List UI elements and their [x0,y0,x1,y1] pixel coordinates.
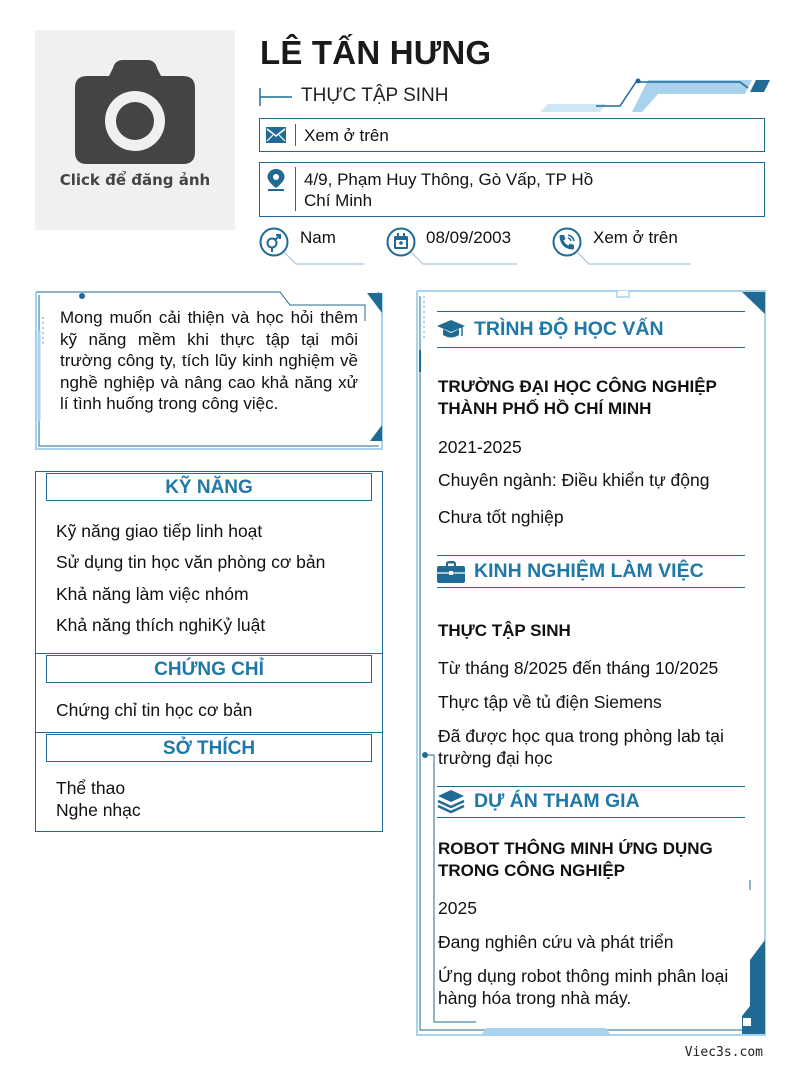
skill-item: Khả năng làm việc nhóm [56,584,249,604]
experience-position: THỰC TẬP SINH [438,621,571,640]
photo-caption: Click để đăng ảnh [59,171,211,189]
project-year: 2025 [438,898,477,918]
title-line-decoration [258,86,294,108]
address-row [259,162,765,217]
experience-desc-2: Đã được học qua trong phòng lab tại trường đại học [438,726,724,768]
job-title: THỰC TẬP SINH [301,85,449,106]
project-status: Đang nghiên cứu và phát triển [438,932,674,952]
project-name: ROBOT THÔNG MINH ỨNG DỤNG TRONG CÔNG NGHIỆP [438,839,713,880]
objective-text: Mong muốn cải thiện và học hỏi thêm kỹ năng mềm khi thực tập tại môi trường công ty, tích lũy kinh nghiệm về nghề nghiệp và nâng cao khả năng xử lí tình huống trong công việc. [60,308,358,413]
project-desc: Ứng dụng robot thông minh phân loại hàng hóa trong nhà máy. [438,966,729,1008]
education-major: Chuyên ngành: Điều khiển tự động [438,470,710,490]
hobby-item: Nghe nhạc [56,800,141,820]
certificates-title: CHỨNG CHỈ [46,655,372,683]
birthday-underline [409,250,519,268]
photo-upload[interactable] [35,30,235,230]
phone-underline [575,250,693,268]
skills-title: KỸ NĂNG [46,473,372,501]
projects-title: DỰ ÁN THAM GIA [474,790,640,812]
location-pin-icon [267,169,285,191]
footer-watermark: Viec3s.com [684,1045,763,1060]
layers-icon [437,789,465,815]
education-years: 2021-2025 [438,437,522,457]
birthday-value: 08/09/2003 [426,228,512,247]
gender-underline [282,250,366,268]
circuit-decoration [540,76,772,116]
certificate-item: Chứng chỉ tin học cơ bản [56,700,253,720]
experience-desc-1: Thực tập về tủ điện Siemens [438,692,662,712]
candidate-name: LÊ TẤN HƯNG [260,34,492,71]
experience-title: KINH NGHIỆM LÀM VIỆC [474,560,704,582]
camera-icon [75,60,195,164]
address-value: 4/9, Phạm Huy Thông, Gò Vấp, TP Hồ Chí Minh [304,170,594,210]
gender-value: Nam [300,228,336,247]
email-icon [266,127,286,143]
email-row [259,118,765,152]
skill-item: Sử dụng tin học văn phòng cơ bản [56,552,326,572]
phone-value: Xem ở trên [593,228,678,247]
hobby-item: Thể thao [56,778,126,798]
skill-item: Khả năng thích nghiKỷ luật [56,615,266,635]
graduation-cap-icon [437,318,465,342]
education-school: TRƯỜNG ĐẠI HỌC CÔNG NGHIỆP THÀNH PHỐ HỒ CHÍ MINH [438,377,717,418]
email-value: Xem ở trên [304,126,389,145]
education-title: TRÌNH ĐỘ HỌC VẤN [474,318,664,340]
briefcase-icon [437,560,465,584]
hobbies-title: SỞ THÍCH [46,734,372,762]
skill-item: Kỹ năng giao tiếp linh hoạt [56,521,263,541]
education-status: Chưa tốt nghiệp [438,507,564,527]
experience-period: Từ tháng 8/2025 đến tháng 10/2025 [438,658,719,678]
